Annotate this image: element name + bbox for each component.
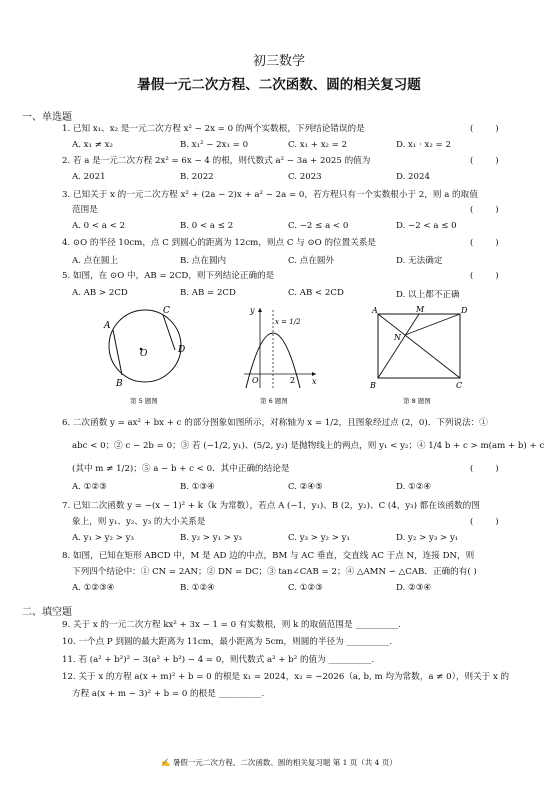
question-7-line2: 象上，则 y₁、y₂、y₃ 的大小关系是 [72,517,206,527]
q8-option-b: B. ①②④ [180,583,215,593]
q6-option-d: D. ①②④ [396,482,432,492]
section-heading-fill-in: 二、填空题 [22,607,72,618]
q1-option-b: B. x₁² − 2x₁ = 0 [180,140,249,150]
q8-option-c: C. ①②③ [288,583,323,593]
question-6-answer-paren: ( ) [470,464,499,474]
label-d: D [461,306,468,315]
q8-option-a: A. ①②③④ [72,583,115,593]
question-3-stem-line2: 范围是 [72,205,98,215]
chord-cd [163,315,175,350]
circle-o [109,310,181,382]
question-1-answer-paren: ( ) [470,124,499,134]
label-symmetry-axis: x = 1/2 [275,318,301,326]
question-6-line3: (其中 m ≠ 1/2)；⑤ a − b + c < 0．其中正确的结论是 [72,464,290,474]
label-two: 2 [290,376,296,385]
page-title: 暑假一元二次方程、二次函数、圆的相关复习题 [137,77,421,93]
page-footer: ✍ 暑假一元二次方程、二次函数、圆的相关复习题 第 1 页（共 4 页） [161,758,397,767]
figure-6-parabola-graph [240,304,320,390]
question-2-answer-paren: ( ) [470,156,499,166]
label-x: x [312,377,317,386]
question-3-stem-line1: 3. 已知关于 x 的一元二次方程 x² + (2a − 2)x + a² − 2a = 0，若方程只有一个实数根小于 2，则 a 的取值 [62,190,478,200]
q4-option-a: A. 点在圆上 [72,256,119,266]
q2-option-d: D. 2024 [396,172,430,182]
q4-option-d: D. 无法确定 [396,256,443,266]
label-d: D [178,345,186,355]
q7-option-a: A. y₁ > y₂ > y₃ [72,533,134,543]
question-7-line1: 7. 已知二次函数 y = −(x − 1)² + k（k 为常数），若点 A (−1，y₁)、B (2，y₂)、C (4，y₃) 都在该函数的图 [62,501,480,511]
question-11: 11. 若 (a² + b²)² − 3(a² + b²) − 4 = 0，则代数式 a² + b² 的值为 __________. [62,655,375,665]
label-b: B [370,381,376,390]
q2-option-b: B. 2022 [180,172,214,182]
label-origin: O [252,376,259,385]
figure-6-caption: 第 6 题图 [260,397,288,405]
figure-8-caption: 第 8 题图 [403,397,431,405]
q5-option-b: B. AB = 2CD [180,288,236,298]
y-axis-arrow [258,308,262,312]
label-b: B [116,379,123,389]
q4-option-b: B. 点在圆内 [180,256,227,266]
label-n: N [394,333,401,342]
q1-option-d: D. x₁ · x₂ = 2 [396,140,451,150]
q6-option-a: A. ①②③ [72,482,107,492]
chord-ab [113,330,122,375]
q1-option-a: A. x₁ ≠ x₂ [72,140,113,150]
segment-dn [405,314,460,335]
question-6-line1: 6. 二次函数 y = ax² + bx + c 的部分图象如图所示，对称轴为 x = 1/2，且图象经过点 (2，0)．下列说法：① [62,418,488,428]
q5-option-c: C. AB < 2CD [288,288,344,298]
question-12-line1: 12. 关于 x 的方程 a(x + m)² + b = 0 的根是 x₁ = 2024，x₂ = −2026（a, b, m 均为常数，a ≠ 0），则关于 x 的 [62,672,510,682]
q6-option-b: B. ①③④ [180,482,215,492]
question-5-answer-paren: ( ) [470,271,499,281]
q1-option-c: C. x₁ + x₂ = 2 [288,140,348,150]
q7-option-c: C. y₃ > y₂ > y₁ [288,533,350,543]
q2-option-a: A. 2021 [72,172,106,182]
question-9: 9. 关于 x 的一元二次方程 kx² + 3x − 1 = 0 有实数根，则 k 的取值范围是 __________. [62,620,402,630]
question-8-line1: 8. 如图，已知在矩形 ABCD 中，M 是 AD 边的中点，BM 与 AC 垂直，交直线 AC 于点 N，连接 DN，则 [62,551,475,561]
label-a: A [104,321,111,331]
question-4-answer-paren: ( ) [470,238,499,248]
question-6-line2: abc < 0；② c − 2b = 0；③ 若 (−1/2, y₁)、(5/2, y₂) 是抛物线上的两点，则 y₁ < y₂；④ 1/4 b + c > m(am + b) + c [72,441,545,451]
label-y: y [250,306,255,315]
question-7-answer-paren: ( ) [470,517,499,527]
figure-5-caption: 第 5 题图 [130,397,158,405]
label-c: C [456,381,463,390]
q5-option-a: A. AB > 2CD [72,288,128,298]
section-heading-single-choice: 一、单选题 [22,112,72,123]
q3-option-c: C. −2 ≤ a < 0 [288,221,349,231]
q6-option-c: C. ②④⑤ [288,482,323,492]
figure-5-circle-diagram [100,304,190,390]
q8-option-d: D. ②③④ [396,583,432,593]
figure-8-rectangle-diagram [368,304,468,390]
q2-option-c: C. 2023 [288,172,322,182]
question-4-stem: 4. ⊙O 的半径 10cm，点 C 到圆心的距离为 12cm，则点 C 与 ⊙O 的位置关系是 [62,238,377,248]
segment-bm [378,314,419,378]
question-10: 10. 一个点 P 到圆的最大距离为 11cm，最小距离为 5cm，则圆的半径为 __________. [62,637,393,647]
question-12-line2: 方程 a(x + m − 3)² + b = 0 的根是 __________. [72,689,265,699]
diagonal-ac [378,314,460,378]
q3-option-d: D. −2 < a ≤ 0 [396,221,457,231]
question-8-line2: 下列四个结论中：① CN = 2AN；② DN = DC；③ tan∠CAB = 2；④ △AMN ∽ △CAB．正确的有( ) [72,567,477,577]
q3-option-a: A. 0 < a < 2 [72,221,126,231]
label-a: A [372,306,378,315]
q5-option-d: D. 以上都不正确 [396,290,460,300]
x-axis-arrow [312,372,316,376]
q3-option-b: B. 0 < a ≤ 2 [180,221,234,231]
label-o: O [140,349,148,359]
q7-option-b: B. y₂ > y₁ > y₃ [180,533,243,543]
label-m: M [416,305,425,314]
subject-heading: 初三数学 [252,54,305,69]
q7-option-d: D. y₂ > y₃ > y₁ [396,533,459,543]
question-2-stem: 2. 若 a 是一元二次方程 2x² = 6x − 4 的根，则代数式 a² − 3a + 2025 的值为 [62,156,371,166]
question-5-stem: 5. 如图，在 ⊙O 中，AB = 2CD，则下列结论正确的是 [62,271,275,281]
label-c: C [163,306,170,316]
q4-option-c: C. 点在圆外 [288,256,335,266]
question-1-stem: 1. 已知 x₁、x₂ 是一元二次方程 x² − 2x = 0 的两个实数根，下列结论错误的是 [62,124,365,134]
question-3-answer-paren: ( ) [470,205,499,215]
